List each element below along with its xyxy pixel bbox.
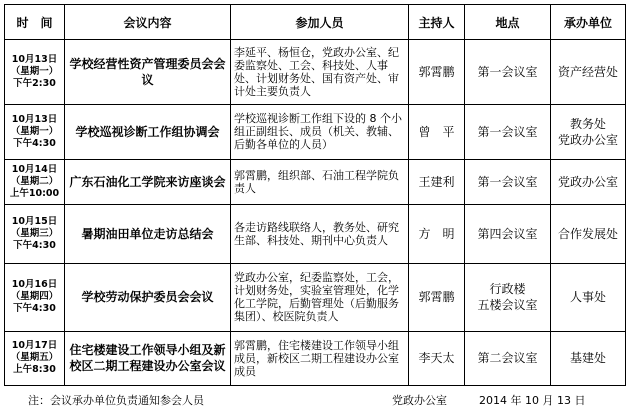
cell-time <box>5 105 65 159</box>
header-time: 时 间 <box>5 5 65 40</box>
cell-time <box>5 40 65 105</box>
table-row <box>5 264 626 331</box>
cell-attendees: 学校巡视诊断工作组下设的 8 个小组正副组长、成员（机关、教辅、后勤各单位的人员） <box>231 105 409 159</box>
cell-place: 第四会议室 <box>465 205 551 264</box>
time-clock: 下午4:30 <box>13 240 56 252</box>
time-clock: 下午2:30 <box>13 78 56 90</box>
cell-time <box>5 205 65 264</box>
cell-time <box>5 264 65 331</box>
time-date: 10月13日 <box>11 54 58 66</box>
time-weekday: （星期一） <box>10 66 59 78</box>
time-weekday: （星期一） <box>10 125 59 137</box>
cell-org: 基建处 <box>551 331 626 385</box>
cell-host: 王建利 <box>409 159 465 205</box>
table-row <box>5 159 626 205</box>
meeting-schedule-table <box>4 4 626 386</box>
table-row <box>5 205 626 264</box>
header-place: 地点 <box>465 5 551 40</box>
cell-host: 方 明 <box>409 205 465 264</box>
cell-topic: 学校劳动保护委员会会议 <box>65 264 231 331</box>
cell-org: 合作发展处 <box>551 205 626 264</box>
cell-topic: 学校经营性资产管理委员会会议 <box>65 40 231 105</box>
cell-topic: 住宅楼建设工作领导小组及新校区二期工程建设办公室会议 <box>65 331 231 385</box>
cell-place: 行政楼 五楼会议室 <box>465 264 551 331</box>
cell-host: 郭霄鹏 <box>409 40 465 105</box>
header-topic: 会议内容 <box>65 5 231 40</box>
header-row <box>5 5 626 40</box>
cell-time <box>5 159 65 205</box>
time-clock: 上午10:00 <box>9 188 60 200</box>
time-date: 10月13日 <box>11 113 58 125</box>
cell-org: 党政办公室 <box>551 159 626 205</box>
time-clock: 上午8:30 <box>13 364 56 376</box>
cell-org: 资产经营处 <box>551 40 626 105</box>
header-attendees: 参加人员 <box>231 5 409 40</box>
cell-host: 李天太 <box>409 331 465 385</box>
time-date: 10月16日 <box>11 279 58 291</box>
cell-org: 人事处 <box>551 264 626 331</box>
time-weekday: （星期五） <box>10 352 59 364</box>
cell-place: 第一会议室 <box>465 105 551 159</box>
table-row <box>5 40 626 105</box>
footer-date: 2014 年 10 月 13 日 <box>479 394 586 407</box>
time-date: 10月17日 <box>11 340 58 352</box>
time-clock: 下午4:30 <box>13 303 56 315</box>
time-date: 10月15日 <box>11 216 58 228</box>
cell-org: 教务处 党政办公室 <box>551 105 626 159</box>
cell-attendees: 郭霄鹏，组织部、石油工程学院负责人 <box>231 159 409 205</box>
time-clock: 下午4:30 <box>13 137 56 149</box>
time-weekday: （星期二） <box>10 176 59 188</box>
footer-signature: 党政办公室 <box>392 394 447 407</box>
table-row <box>5 331 626 385</box>
cell-topic: 暑期油田单位走访总结会 <box>65 205 231 264</box>
cell-attendees: 党政办公室，纪委监察处，工会，计划财务处，实验室管理处，化学化工学院，后勤管理处（后勤服务集团）、校医院负责人 <box>231 264 409 331</box>
cell-topic: 广东石油化工学院来访座谈会 <box>65 159 231 205</box>
cell-place: 第一会议室 <box>465 40 551 105</box>
cell-host: 曾 平 <box>409 105 465 159</box>
footer-note: 注：会议承办单位负责通知参会人员 <box>28 394 204 407</box>
cell-attendees: 各走访路线联络人，教务处、研究生部、科技处、期刊中心负责人 <box>231 205 409 264</box>
cell-attendees: 郭霄鹏，住宅楼建设工作领导小组成员，新校区二期工程建设办公室成员 <box>231 331 409 385</box>
cell-place: 第一会议室 <box>465 159 551 205</box>
time-date: 10月14日 <box>11 164 58 176</box>
cell-topic: 学校巡视诊断工作组协调会 <box>65 105 231 159</box>
cell-host: 郭霄鹏 <box>409 264 465 331</box>
cell-attendees: 李延平、杨恒仓，党政办公室、纪委监察处、工会、科技处、人事处、计划财务处、国有资产处、审计处主要负责人 <box>231 40 409 105</box>
header-host: 主持人 <box>409 5 465 40</box>
table-row <box>5 105 626 159</box>
time-weekday: （星期四） <box>10 291 59 303</box>
cell-time <box>5 331 65 385</box>
cell-place: 第二会议室 <box>465 331 551 385</box>
header-org: 承办单位 <box>551 5 626 40</box>
time-weekday: （星期三） <box>10 228 59 240</box>
